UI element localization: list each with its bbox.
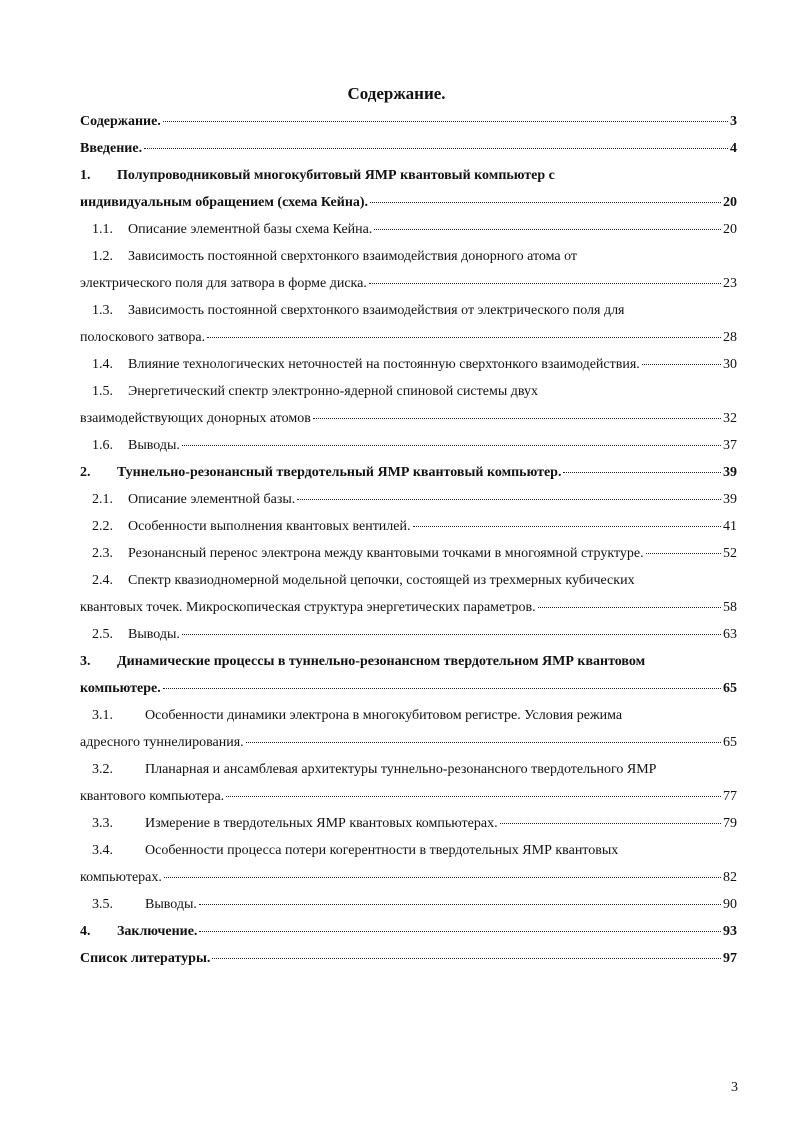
toc-entry-line[interactable] [80, 870, 737, 897]
dot-leader [246, 742, 721, 743]
entry-page-number: 39 [723, 492, 737, 507]
entry-text: Выводы. [145, 897, 197, 912]
entry-text: Энергетический спектр электронно-ядерной спиновой системы двух [128, 384, 538, 399]
toc-entry-line[interactable] [80, 735, 737, 762]
entry-number: 1.5. [92, 384, 113, 399]
dot-leader [163, 121, 728, 122]
entry-number: 1.3. [92, 303, 113, 318]
toc-entry-line[interactable] [80, 546, 737, 573]
entry-text: Содержание. [80, 114, 161, 129]
entry-page-number: 79 [723, 816, 737, 831]
toc-entry-line[interactable] [80, 249, 737, 276]
dot-leader [370, 202, 721, 203]
entry-page-number: 82 [723, 870, 737, 885]
entry-text: Зависимость постоянной сверхтонкого взаимодействия от электрического поля для [128, 303, 625, 318]
dot-leader [182, 634, 721, 635]
entry-page-number: 30 [723, 357, 737, 372]
entry-number: 2. [80, 465, 91, 480]
entry-number: 2.1. [92, 492, 113, 507]
toc-entry-line[interactable] [80, 303, 737, 330]
entry-number: 1.2. [92, 249, 113, 264]
dot-leader [226, 796, 721, 797]
toc-entry-line[interactable] [80, 276, 737, 303]
toc-entry-line[interactable] [80, 438, 737, 465]
entry-number: 3.3. [92, 816, 113, 831]
entry-text: Выводы. [128, 438, 180, 453]
entry-page-number: 63 [723, 627, 737, 642]
entry-text: компьютерах. [80, 870, 162, 885]
toc-entry-line[interactable] [80, 600, 737, 627]
toc-entry-line[interactable] [80, 924, 737, 951]
toc-entry-line[interactable] [80, 222, 737, 249]
toc-entry-line[interactable] [80, 519, 737, 546]
entry-text: Описание элементной базы. [128, 492, 296, 507]
entry-text: Заключение. [117, 924, 198, 939]
entry-text: Зависимость постоянной сверхтонкого взаимодействия донорного атома от [128, 249, 578, 264]
dot-leader [297, 499, 721, 500]
entry-page-number: 39 [723, 465, 737, 480]
entry-number: 1.6. [92, 438, 113, 453]
entry-page-number: 77 [723, 789, 737, 804]
dot-leader [413, 526, 722, 527]
entry-text: Спектр квазиодномерной модельной цепочки, состоящей из трехмерных кубических [128, 573, 635, 588]
entry-number: 3.2. [92, 762, 113, 777]
toc-entry-line[interactable] [80, 357, 737, 384]
entry-number: 2.3. [92, 546, 113, 561]
toc-entry-line[interactable] [80, 141, 737, 168]
dot-leader [199, 904, 721, 905]
entry-text: Полупроводниковый многокубитовый ЯМР квантовый компьютер с [117, 168, 555, 183]
entry-text: Резонансный перенос электрона между квантовыми точками в многоямной структуре. [128, 546, 644, 561]
entry-page-number: 52 [723, 546, 737, 561]
entry-number: 2.5. [92, 627, 113, 642]
entry-page-number: 93 [723, 924, 737, 939]
toc-entry-line[interactable] [80, 627, 737, 654]
entry-page-number: 58 [723, 600, 737, 615]
toc-title: Содержание. [347, 84, 446, 103]
toc-entry-line[interactable] [80, 465, 737, 492]
dot-leader [642, 364, 721, 365]
dot-leader [207, 337, 721, 338]
entry-text: Описание элементной базы схема Кейна. [128, 222, 373, 237]
entry-number: 3.4. [92, 843, 113, 858]
entry-text: Выводы. [128, 627, 180, 642]
dot-leader [164, 877, 721, 878]
entry-page-number: 23 [723, 276, 737, 291]
toc-entry-line[interactable] [80, 330, 737, 357]
entry-number: 3.1. [92, 708, 113, 723]
entry-number: 4. [80, 924, 91, 939]
entry-text: взаимодействующих донорных атомов [80, 411, 311, 426]
dot-leader [199, 931, 721, 932]
table-of-contents [80, 114, 737, 978]
entry-page-number: 20 [723, 222, 737, 237]
toc-entry-line[interactable] [80, 492, 737, 519]
toc-entry-line[interactable] [80, 789, 737, 816]
entry-page-number: 37 [723, 438, 737, 453]
toc-entry-line[interactable] [80, 654, 737, 681]
entry-text: Динамические процессы в туннельно-резонансном твердотельном ЯМР квантовом [117, 654, 646, 669]
page-number: 3 [731, 1080, 738, 1095]
entry-number: 1.1. [92, 222, 113, 237]
entry-number: 2.2. [92, 519, 113, 534]
entry-page-number: 41 [723, 519, 737, 534]
toc-entry-line[interactable] [80, 573, 737, 600]
entry-page-number: 28 [723, 330, 737, 345]
toc-entry-line[interactable] [80, 168, 737, 195]
toc-entry-line[interactable] [80, 762, 737, 789]
toc-entry-line[interactable] [80, 951, 737, 978]
entry-page-number: 65 [723, 681, 737, 696]
toc-entry-line[interactable] [80, 843, 737, 870]
entry-text: Влияние технологических неточностей на постоянную сверхтонкого взаимодействия. [128, 357, 640, 372]
dot-leader [646, 553, 721, 554]
toc-entry-line[interactable] [80, 411, 737, 438]
entry-text: квантового компьютера. [80, 789, 225, 804]
dot-leader [163, 688, 721, 689]
dot-leader [374, 229, 721, 230]
entry-text: Особенности динамики электрона в многокубитовом регистре. Условия режима [145, 708, 623, 723]
entry-number: 2.4. [92, 573, 113, 588]
entry-number: 1. [80, 168, 91, 183]
entry-text: компьютере. [80, 681, 161, 696]
entry-text: полоскового затвора. [80, 330, 206, 345]
entry-text: Измерение в твердотельных ЯМР квантовых компьютерах. [145, 816, 498, 831]
toc-entry-line[interactable] [80, 897, 737, 924]
entry-page-number: 3 [730, 114, 737, 129]
entry-text: Введение. [80, 141, 143, 156]
entry-text: Особенности выполнения квантовых вентилей. [128, 519, 411, 534]
entry-page-number: 4 [730, 141, 737, 156]
toc-entry-line[interactable] [80, 681, 737, 708]
toc-entry-line[interactable] [80, 195, 737, 222]
entry-text: Список литературы. [80, 951, 211, 966]
entry-number: 1.4. [92, 357, 113, 372]
entry-text: электрического поля для затвора в форме диска. [80, 276, 367, 291]
entry-page-number: 20 [723, 195, 737, 210]
dot-leader [313, 418, 721, 419]
toc-entry-line[interactable] [80, 114, 737, 141]
entry-page-number: 97 [723, 951, 737, 966]
dot-leader [369, 283, 721, 284]
dot-leader [212, 958, 721, 959]
dot-leader [182, 445, 721, 446]
entry-number: 3. [80, 654, 91, 669]
entry-text: квантовых точек. Микроскопическая структура энергетических параметров. [80, 600, 536, 615]
dot-leader [563, 472, 721, 473]
dot-leader [538, 607, 721, 608]
entry-number: 3.5. [92, 897, 113, 912]
dot-leader [144, 148, 728, 149]
entry-page-number: 90 [723, 897, 737, 912]
entry-text: индивидуальным обращением (схема Кейна). [80, 195, 369, 210]
entry-page-number: 65 [723, 735, 737, 750]
entry-page-number: 32 [723, 411, 737, 426]
entry-text: Туннельно-резонансный твердотельный ЯМР квантовый компьютер. [117, 465, 562, 480]
toc-entry-line[interactable] [80, 384, 737, 411]
entry-text: адресного туннелирования. [80, 735, 244, 750]
toc-entry-line[interactable] [80, 816, 737, 843]
entry-text: Особенности процесса потери когерентности в твердотельных ЯМР квантовых [145, 843, 619, 858]
entry-text: Планарная и ансамблевая архитектуры туннельно-резонансного твердотельного ЯМР [145, 762, 657, 777]
dot-leader [500, 823, 721, 824]
toc-entry-line[interactable] [80, 708, 737, 735]
